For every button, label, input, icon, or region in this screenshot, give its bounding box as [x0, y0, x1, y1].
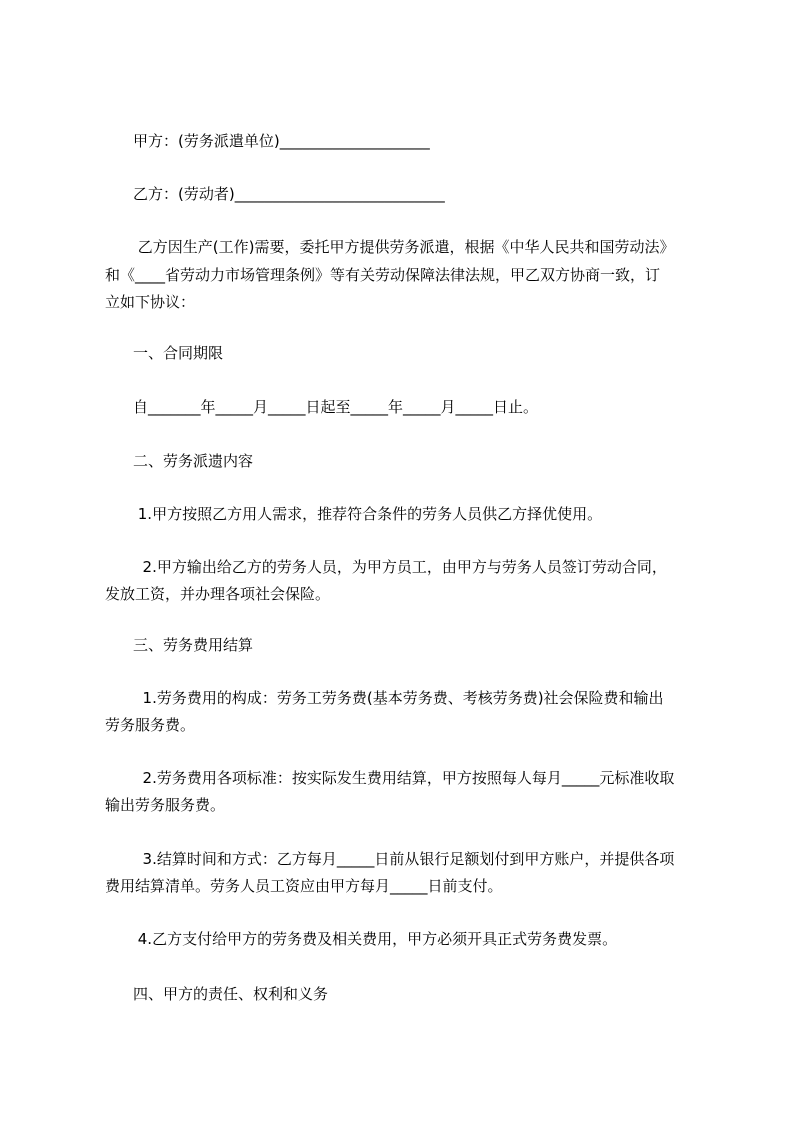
section-heading-2: 二、劳务派遗内容: [133, 452, 254, 470]
clause-3-1-line-1: 1.劳务费用的构成：劳务工劳务费(基本劳务费、考核劳务费)社会保险费和输出: [133, 689, 664, 707]
preamble-line-2: 和《____省劳动力市场管理条例》等有关劳动保障法律法规，甲乙双方协商一致，订: [105, 266, 661, 284]
preamble-line-3: 立如下协议：: [105, 293, 196, 311]
clause-3-2-line-1: 2.劳务费用各项标准：按实际发生费用结算，甲方按照每人每月_____元标准收取: [133, 769, 675, 787]
clause-3-1-line-2: 劳务服务费。: [105, 716, 196, 734]
party-b-line: 乙方：(劳动者)____________________________: [133, 185, 445, 203]
clause-2-2-line-2: 发放工资，并办理各项社会保险。: [105, 585, 331, 603]
clause-3-2-line-2: 输出劳务服务费。: [105, 796, 226, 814]
party-a-line: 甲方：(劳务派遣单位)____________________: [133, 132, 430, 150]
preamble-line-1: 乙方因生产(工作)需要，委托甲方提供劳务派遣，根据《中华人民共和国劳动法》: [133, 238, 675, 256]
clause-3-3-line-2: 费用结算清单。劳务人员工资应由甲方每月_____日前支付。: [105, 877, 503, 895]
section-heading-1: 一、合同期限: [133, 344, 224, 362]
section-heading-4: 四、甲方的责任、权利和义务: [133, 985, 329, 1003]
clause-2-1: 1.甲方按照乙方用人需求，推荐符合条件的劳务人员供乙方择优使用。: [133, 505, 603, 523]
clause-3-4: 4.乙方支付给甲方的劳务费及相关费用，甲方必须开具正式劳务费发票。: [133, 930, 618, 948]
section-heading-3: 三、劳务费用结算: [133, 636, 254, 654]
clause-3-3-line-1: 3.结算时间和方式：乙方每月_____日前从银行足额划付到甲方账户，并提供各项: [133, 850, 675, 868]
contract-term-line: 自_______年_____月_____日起至_____年_____月_____日止。: [133, 398, 539, 416]
clause-2-2-line-1: 2.甲方输出给乙方的劳务人员，为甲方员工，由甲方与劳务人员签订劳动合同，: [133, 558, 667, 576]
